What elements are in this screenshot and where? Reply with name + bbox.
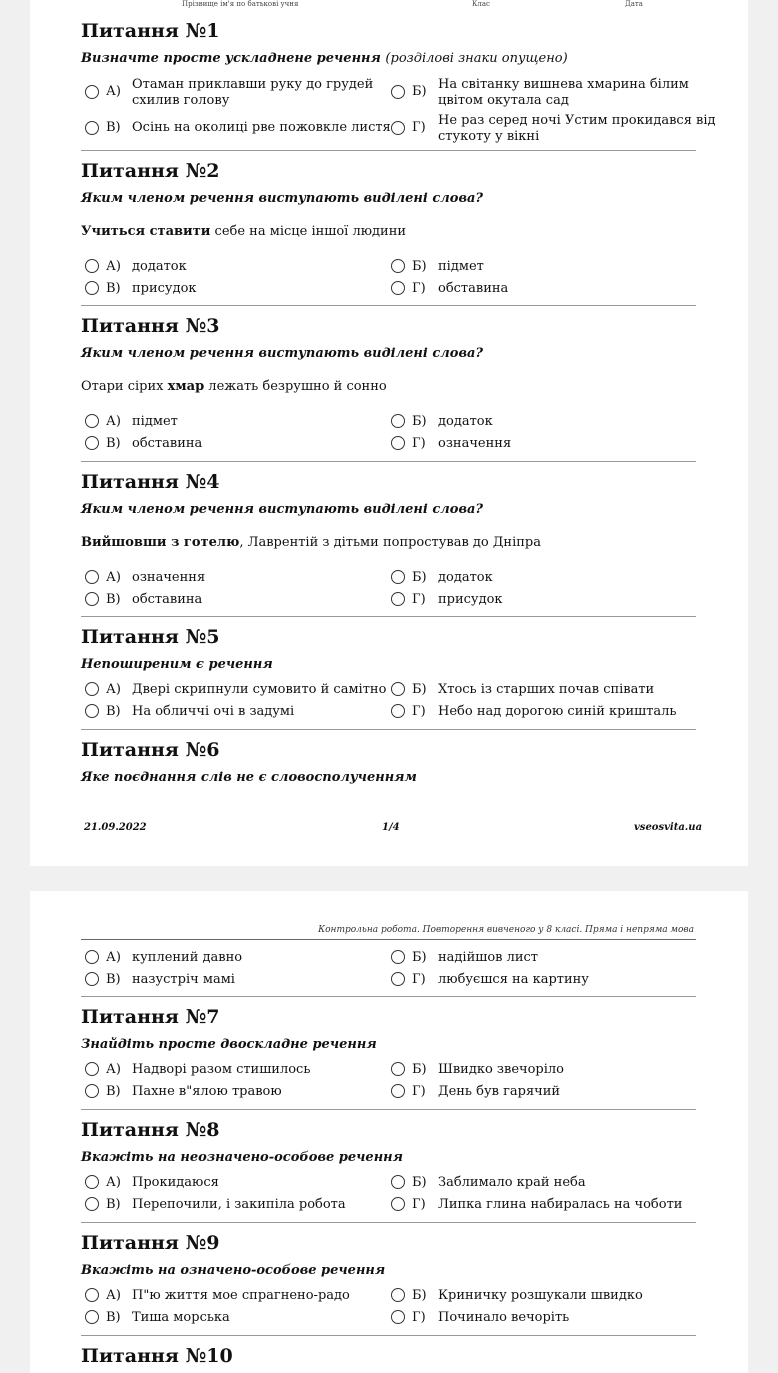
prompt-note: (розділові знаки опущено) xyxy=(385,51,568,66)
option-text-line-2: стукоту у вікні xyxy=(438,129,540,144)
question-title: Питання №7 xyxy=(81,1006,220,1028)
divider xyxy=(81,461,696,462)
question-title: Питання №3 xyxy=(81,315,220,337)
divider xyxy=(81,150,696,151)
radio-circle-icon[interactable] xyxy=(391,950,405,964)
option-text-line-1: Не раз серед ночі Устим прокидався від xyxy=(438,113,716,128)
radio-circle-icon[interactable] xyxy=(85,682,99,696)
question-title: Питання №1 xyxy=(81,20,220,42)
option-text: Осінь на околиці рве пожовкле листя xyxy=(132,120,391,135)
radio-circle-icon[interactable] xyxy=(391,1062,405,1076)
radio-circle-icon[interactable] xyxy=(391,436,405,450)
option-text: обставина xyxy=(132,436,203,451)
option-letter: Г) xyxy=(412,592,426,607)
question-prompt: Вкажіть на неозначено-особове речення xyxy=(81,1150,404,1165)
option-letter: А) xyxy=(106,570,121,585)
option-letter: Г) xyxy=(412,704,426,719)
divider xyxy=(81,996,696,997)
radio-circle-icon[interactable] xyxy=(391,592,405,606)
option-letter: А) xyxy=(106,1062,121,1077)
option-text: Тиша морська xyxy=(132,1310,230,1325)
option-text: На обличчі очі в задумі xyxy=(132,704,295,719)
radio-circle-icon[interactable] xyxy=(85,281,99,295)
option-text: обставина xyxy=(132,592,203,607)
question-sentence: Отари сірих хмар лежать безрушно й сонно xyxy=(81,379,387,394)
option-letter: А) xyxy=(106,414,121,429)
option-text-line-2: схилив голову xyxy=(132,93,230,108)
option-letter: В) xyxy=(106,436,121,451)
option-letter: Б) xyxy=(412,682,427,697)
option-letter: А) xyxy=(106,1288,121,1303)
radio-circle-icon[interactable] xyxy=(85,592,99,606)
option-text: Заблимало край неба xyxy=(438,1175,586,1190)
worksheet-page-1 xyxy=(30,0,748,866)
option-text: Надворі разом стишилось xyxy=(132,1062,311,1077)
radio-circle-icon[interactable] xyxy=(391,972,405,986)
footer-date: 21.09.2022 xyxy=(84,822,147,833)
radio-circle-icon[interactable] xyxy=(85,972,99,986)
option-text: Починало вечоріть xyxy=(438,1310,570,1325)
divider xyxy=(81,1335,696,1336)
option-text: додаток xyxy=(438,570,493,585)
question-title: Питання №5 xyxy=(81,626,220,648)
option-text: назустріч мамі xyxy=(132,972,235,987)
option-letter: Г) xyxy=(412,972,426,987)
option-text: означення xyxy=(438,436,512,451)
question-prompt: Непоширеним є речення xyxy=(81,657,273,672)
radio-circle-icon[interactable] xyxy=(85,259,99,273)
radio-circle-icon[interactable] xyxy=(85,436,99,450)
option-letter: Г) xyxy=(412,1310,426,1325)
option-letter: Г) xyxy=(412,120,426,135)
radio-circle-icon[interactable] xyxy=(391,414,405,428)
option-letter: Б) xyxy=(412,1062,427,1077)
option-text: куплений давно xyxy=(132,950,243,965)
divider xyxy=(81,1222,696,1223)
option-text-line-1: На світанку вишнева хмарина білим xyxy=(438,77,689,92)
option-text: Пахне в"ялою травою xyxy=(132,1084,282,1099)
option-letter: Б) xyxy=(412,1288,427,1303)
option-letter: А) xyxy=(106,682,121,697)
question-prompt: Яке поєднання слів не є словосполученням xyxy=(81,770,417,785)
question-prompt: Вкажіть на означено-особове речення xyxy=(81,1263,386,1278)
option-text-line-1: Отаман приклавши руку до грудей xyxy=(132,77,374,92)
radio-circle-icon[interactable] xyxy=(85,85,99,99)
radio-circle-icon[interactable] xyxy=(391,1310,405,1324)
radio-circle-icon[interactable] xyxy=(85,414,99,428)
option-text: підмет xyxy=(438,259,484,274)
radio-circle-icon[interactable] xyxy=(85,1175,99,1189)
option-letter: Б) xyxy=(412,84,427,99)
option-letter: Б) xyxy=(412,1175,427,1190)
radio-circle-icon[interactable] xyxy=(391,121,405,135)
header-rule xyxy=(81,939,696,940)
class-label: Клас xyxy=(472,0,490,8)
radio-circle-icon[interactable] xyxy=(85,570,99,584)
option-letter: В) xyxy=(106,281,121,296)
option-letter: Г) xyxy=(412,436,426,451)
radio-circle-icon[interactable] xyxy=(391,570,405,584)
question-sentence: Вийшовши з готелю, Лаврентій з дітьми попростував до Дніпра xyxy=(81,535,541,550)
option-text: обставина xyxy=(438,281,509,296)
divider xyxy=(81,616,696,617)
option-letter: Б) xyxy=(412,414,427,429)
question-title: Питання №4 xyxy=(81,471,220,493)
option-text: любуєшся на картину xyxy=(438,972,589,987)
radio-circle-icon[interactable] xyxy=(391,85,405,99)
worksheet-page-2 xyxy=(30,891,748,1373)
option-text: Криничку розшукали швидко xyxy=(438,1288,643,1303)
question-title: Питання №10 xyxy=(81,1345,233,1367)
radio-circle-icon[interactable] xyxy=(391,259,405,273)
radio-circle-icon[interactable] xyxy=(391,1175,405,1189)
option-letter: В) xyxy=(106,592,121,607)
option-letter: В) xyxy=(106,704,121,719)
option-text: Двері скрипнули сумовито й самітно xyxy=(132,682,387,697)
option-letter: А) xyxy=(106,950,121,965)
option-text: присудок xyxy=(438,592,503,607)
option-letter: Г) xyxy=(412,1084,426,1099)
radio-circle-icon[interactable] xyxy=(391,1288,405,1302)
option-text: підмет xyxy=(132,414,178,429)
option-letter: В) xyxy=(106,1084,121,1099)
option-letter: Г) xyxy=(412,281,426,296)
option-letter: А) xyxy=(106,259,121,274)
radio-circle-icon[interactable] xyxy=(85,1310,99,1324)
option-text: додаток xyxy=(438,414,493,429)
radio-circle-icon[interactable] xyxy=(85,950,99,964)
radio-circle-icon[interactable] xyxy=(391,1197,405,1211)
question-title: Питання №9 xyxy=(81,1232,220,1254)
option-letter: В) xyxy=(106,1197,121,1212)
question-title: Питання №8 xyxy=(81,1119,220,1141)
option-letter: А) xyxy=(106,1175,121,1190)
page-running-header: Контрольна робота. Повторення вивченого у 8 класі. Пряма і непряма мова xyxy=(318,925,694,935)
option-text: Небо над дорогою синій кришталь xyxy=(438,704,677,719)
option-text: надійшов лист xyxy=(438,950,539,965)
radio-circle-icon[interactable] xyxy=(85,1197,99,1211)
radio-circle-icon[interactable] xyxy=(85,704,99,718)
option-text: Прокидаюся xyxy=(132,1175,219,1190)
question-title: Питання №2 xyxy=(81,160,220,182)
footer-page-number: 1/4 xyxy=(382,822,400,833)
option-letter: В) xyxy=(106,1310,121,1325)
option-text: Хтось із старших почав співати xyxy=(438,682,655,697)
student-name-label: Прізвище ім'я по батькові учня xyxy=(182,0,299,8)
option-letter: Б) xyxy=(412,950,427,965)
radio-circle-icon[interactable] xyxy=(85,1084,99,1098)
question-prompt: Визначте просте ускладнене речення (розділові знаки опущено) xyxy=(81,51,568,66)
date-label: Дата xyxy=(625,0,643,8)
option-letter: В) xyxy=(106,120,121,135)
option-letter: А) xyxy=(106,84,121,99)
question-sentence: Учиться ставити себе на місце іншої людини xyxy=(81,224,407,239)
radio-circle-icon[interactable] xyxy=(391,682,405,696)
divider xyxy=(81,729,696,730)
divider xyxy=(81,1109,696,1110)
question-prompt: Яким членом речення виступають виділені слова? xyxy=(81,191,484,206)
radio-circle-icon[interactable] xyxy=(391,704,405,718)
option-text: означення xyxy=(132,570,206,585)
radio-circle-icon[interactable] xyxy=(85,1062,99,1076)
divider xyxy=(81,305,696,306)
option-text: присудок xyxy=(132,281,197,296)
option-text: Липка глина набиралась на чоботи xyxy=(438,1197,683,1212)
option-text-line-2: цвітом окутала сад xyxy=(438,93,569,108)
question-prompt: Знайдіть просте двоскладне речення xyxy=(81,1037,377,1052)
question-prompt: Яким членом речення виступають виділені слова? xyxy=(81,502,484,517)
option-letter: Б) xyxy=(412,570,427,585)
radio-circle-icon[interactable] xyxy=(391,1084,405,1098)
option-text: додаток xyxy=(132,259,187,274)
radio-circle-icon[interactable] xyxy=(85,1288,99,1302)
option-letter: В) xyxy=(106,972,121,987)
radio-circle-icon[interactable] xyxy=(391,281,405,295)
option-text: П"ю життя мое спрагнено-радо xyxy=(132,1288,350,1303)
option-text: Швидко звечоріло xyxy=(438,1062,564,1077)
option-letter: Б) xyxy=(412,259,427,274)
student-info-header xyxy=(30,0,748,12)
radio-circle-icon[interactable] xyxy=(85,121,99,135)
option-text: День був гарячий xyxy=(438,1084,561,1099)
option-text: Перепочили, і закипіла робота xyxy=(132,1197,346,1212)
question-title: Питання №6 xyxy=(81,739,220,761)
question-prompt: Яким членом речення виступають виділені слова? xyxy=(81,346,484,361)
footer-site: vseosvita.ua xyxy=(634,822,703,833)
option-letter: Г) xyxy=(412,1197,426,1212)
